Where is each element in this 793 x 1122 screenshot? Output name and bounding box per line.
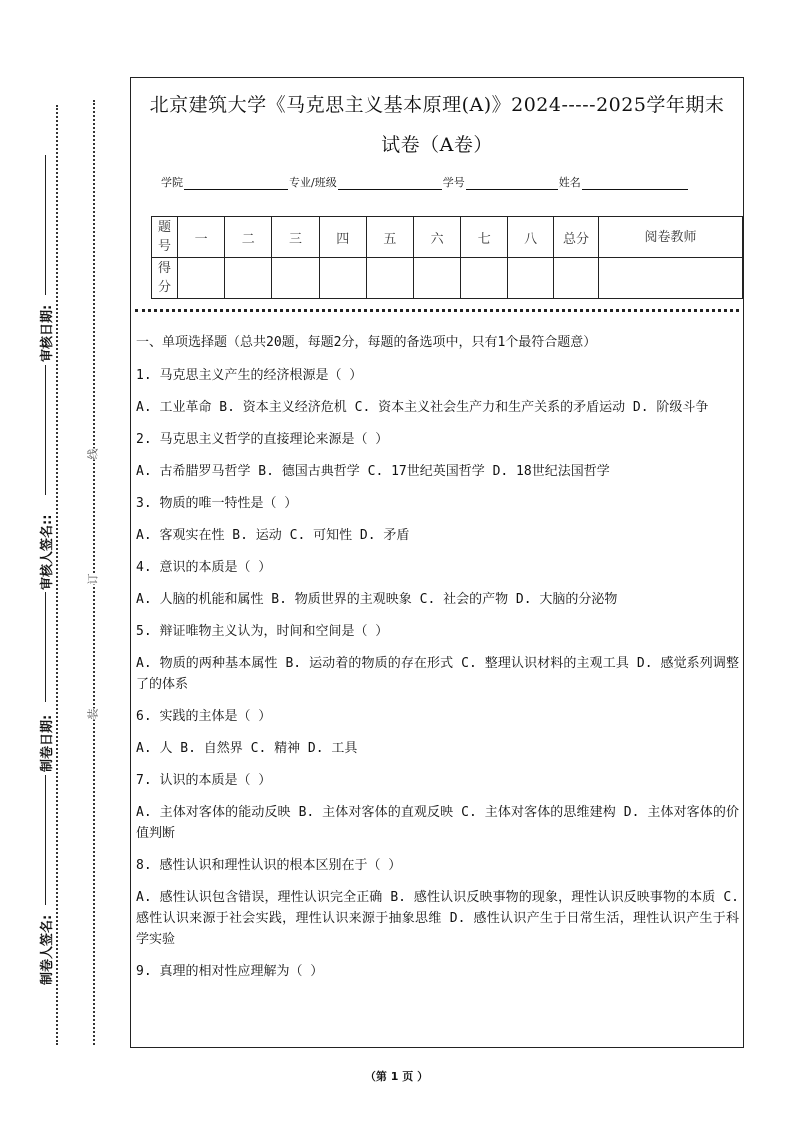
section-title: 一、单项选择题（总共20题，每题2分，每题的备选项中，只有1个最符合题意）: [136, 335, 597, 350]
question-stem: 6. 实践的主体是（ ）: [136, 709, 272, 724]
outer-dotted-line: [56, 105, 58, 1045]
score-row-label: 得分: [152, 258, 178, 299]
cut-mark-line: 线: [86, 448, 100, 460]
column-header: 五: [366, 217, 413, 258]
reviewer-signature-label: 审核人签名::: [40, 514, 55, 590]
total-score-cell[interactable]: [553, 258, 598, 299]
column-header: 二: [225, 217, 272, 258]
score-cell[interactable]: [225, 258, 272, 299]
student-info-row: [161, 174, 689, 190]
major-class-label: 专业/班级: [289, 176, 337, 189]
signature-line: [45, 775, 46, 905]
signature-line: [45, 365, 46, 495]
review-date-label: 审核日期:: [40, 304, 55, 362]
major-class-field[interactable]: [338, 177, 442, 190]
exam-title: 北京建筑大学《马克思主义基本原理(A)》2024-----2025学年期末: [149, 94, 725, 116]
signature-line: [45, 155, 46, 295]
score-cell[interactable]: [366, 258, 413, 299]
score-table: [151, 216, 743, 299]
question-options: A. 感性认识包含错误，理性认识完全正确 B. 感性认识反映事物的现象，理性认识反映事物的本质 C. 感性认识来源于社会实践，理性认识来源于抽象思维 D. 感性认识产生于日常生活，理性认识产生于科学实验: [136, 890, 739, 947]
inner-dotted-line: [93, 100, 95, 1045]
grader-header: 阅卷教师: [599, 217, 743, 258]
question-stem: 3. 物质的唯一特性是（ ）: [136, 496, 298, 511]
column-header: 四: [319, 217, 366, 258]
exam-subtitle: 试卷（A卷）: [381, 134, 493, 156]
score-cell[interactable]: [319, 258, 366, 299]
page-number: （第 1 页 ）: [364, 1070, 429, 1083]
question-stem: 4. 意识的本质是（ ）: [136, 560, 272, 575]
column-header: 六: [414, 217, 461, 258]
question-stem: 8. 感性认识和理性认识的根本区别在于（ ）: [136, 858, 402, 873]
setter-signature-label: 制卷人签名:: [40, 914, 55, 985]
question-stem: 5. 辩证唯物主义认为，时间和空间是（ ）: [136, 624, 389, 639]
question-options: A. 人 B. 自然界 C. 精神 D. 工具: [136, 741, 358, 756]
cut-mark-bind: 订: [86, 573, 100, 585]
question-stem: 9. 真理的相对性应理解为（ ）: [136, 964, 324, 979]
college-label: 学院: [161, 176, 183, 189]
dotted-separator: [135, 309, 739, 312]
college-field[interactable]: [184, 177, 288, 190]
score-cell[interactable]: [272, 258, 319, 299]
score-cell[interactable]: [177, 258, 224, 299]
question-options: A. 主体对客体的能动反映 B. 主体对客体的直观反映 C. 主体对客体的思维建构 D. 主体对客体的价值判断: [136, 805, 739, 841]
cut-mark-staple: 装: [86, 708, 100, 720]
question-area: [136, 332, 739, 993]
question-number-header: 题号: [152, 217, 178, 258]
student-id-label: 学号: [442, 176, 465, 189]
signature-line: [45, 592, 46, 702]
question-stem: 1. 马克思主义产生的经济根源是（ ）: [136, 368, 363, 383]
grader-cell[interactable]: [599, 258, 743, 299]
question-options: A. 古希腊罗马哲学 B. 德国古典哲学 C. 17世纪英国哲学 D. 18世纪法国哲学: [136, 464, 610, 479]
exam-paper-frame: [130, 77, 744, 1048]
setter-date-label: 制卷日期:: [40, 714, 55, 772]
question-options: A. 人脑的机能和属性 B. 物质世界的主观映象 C. 社会的产物 D. 大脑的分泌物: [136, 592, 618, 607]
score-table-header-row: [152, 217, 743, 258]
student-id-field[interactable]: [466, 177, 558, 190]
question-options: A. 工业革命 B. 资本主义经济危机 C. 资本主义社会生产力和生产关系的矛盾运动 D. 阶级斗争: [136, 400, 709, 415]
total-score-header: 总分: [553, 217, 598, 258]
column-header: 八: [508, 217, 553, 258]
name-field[interactable]: [582, 177, 688, 190]
name-label: 姓名: [558, 176, 581, 189]
column-header: 一: [177, 217, 224, 258]
question-stem: 7. 认识的本质是（ ）: [136, 773, 272, 788]
score-cell[interactable]: [461, 258, 508, 299]
score-cell[interactable]: [414, 258, 461, 299]
score-cell[interactable]: [508, 258, 553, 299]
column-header: 三: [272, 217, 319, 258]
score-table-score-row: [152, 258, 743, 299]
question-options: A. 客观实在性 B. 运动 C. 可知性 D. 矛盾: [136, 528, 410, 543]
question-options: A. 物质的两种基本属性 B. 运动着的物质的存在形式 C. 整理认识材料的主观工具 D. 感觉系列调整了的体系: [136, 656, 739, 692]
column-header: 七: [461, 217, 508, 258]
question-stem: 2. 马克思主义哲学的直接理论来源是（ ）: [136, 432, 389, 447]
